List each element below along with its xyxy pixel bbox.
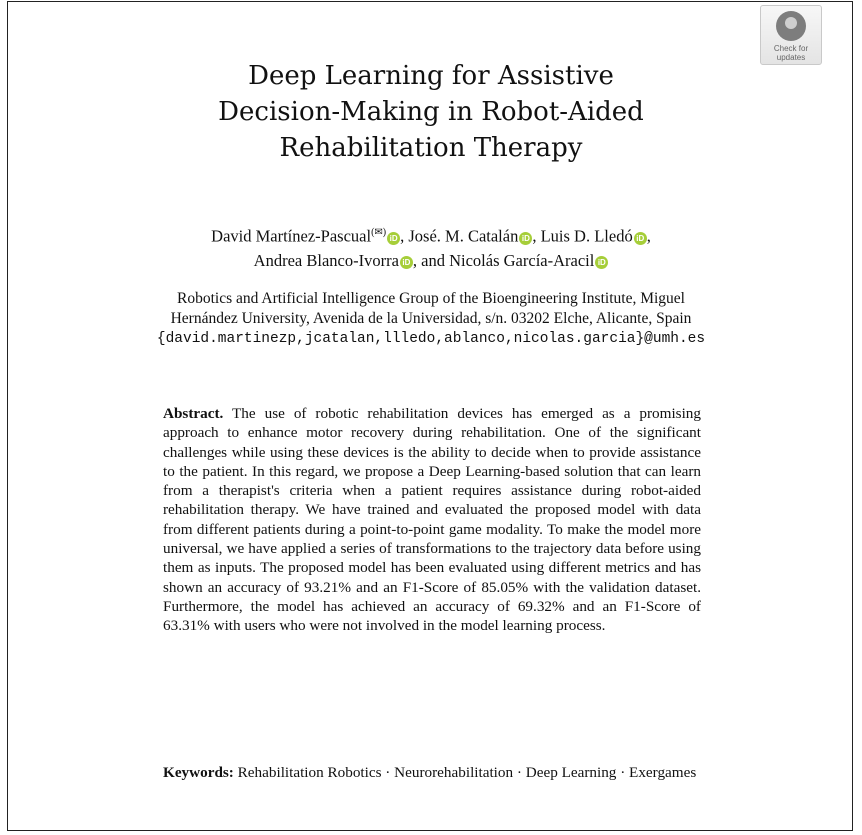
author-name: José. M. Catalán [408, 226, 519, 246]
title-line: Rehabilitation Therapy [279, 133, 583, 163]
badge-label: Check for updates [773, 44, 809, 62]
paper-title [0, 58, 862, 166]
affiliation [0, 289, 862, 349]
keywords-text: Rehabilitation Robotics · Neurorehabilitation · Deep Learning · Exergames [237, 764, 697, 781]
affiliation-line: Hernández University, Avenida de la Universidad, s/n. 03202 Elche, Alicante, Spain [170, 310, 692, 327]
orcid-icon[interactable]: iD [400, 256, 413, 269]
abstract-label: Abstract. [163, 405, 224, 422]
author-list: David Martínez-Pascual(✉) iD , José. M. Catalán iD , Luis D. Lledó iD , Andrea Blanco-Ivorra iD , and Nicolás García-Aracil iD [211, 226, 651, 270]
orcid-icon[interactable]: iD [387, 232, 400, 245]
keywords-label: Keywords: [163, 764, 234, 781]
author-name: Nicolás García-Aracil [449, 250, 595, 270]
abstract [163, 404, 701, 636]
orcid-icon[interactable]: iD [634, 232, 647, 245]
abstract-text: The use of robotic rehabilitation devices has emerged as a promising approach to enhance motor recovery during rehabilitation. One of the significant challenges while using these devices is the ability to decide when to provide assistance to the patient. In this regard, we propose a Deep Learning-based solution that can learn from a therapist's criteria when a patient requires assistance during robot-aided rehabilitation therapy. We have trained and evaluated the proposed model with data from different patients during a point-to-point game modality. To make the model more universal, we have applied a series of transformations to the trajectory data before using them as inputs. The proposed model has been evaluated using different metrics and has shown an accuracy of 93.21% and an F1-Score of 85.05% with the validation dataset. Furthermore, the model has achieved an accuracy of 69.32% and an F1-Score of 63.31% with users who were not involved in the model learning process. [163, 405, 701, 635]
author-emails: {david.martinezp,jcatalan,llledo,ablanco,nicolas.garcia}@umh.es [156, 331, 706, 347]
title-line: Deep Learning for Assistive [248, 61, 614, 91]
author-name: Luis D. Lledó [540, 226, 633, 246]
title-line: Decision-Making in Robot-Aided [218, 97, 644, 127]
keywords [163, 763, 701, 782]
orcid-icon[interactable]: iD [519, 232, 532, 245]
author-conjunction: and [421, 250, 445, 270]
affiliation-line: Robotics and Artificial Intelligence Group of the Bioengineering Institute, Miguel [177, 290, 685, 307]
check-for-updates-badge[interactable] [760, 5, 822, 65]
crossmark-icon [776, 11, 806, 41]
author-name: Andrea Blanco-Ivorra [253, 250, 399, 270]
orcid-icon[interactable]: iD [595, 256, 608, 269]
author-name: David Martínez-Pascual [211, 226, 372, 246]
corresponding-mark: (✉) [371, 227, 387, 238]
